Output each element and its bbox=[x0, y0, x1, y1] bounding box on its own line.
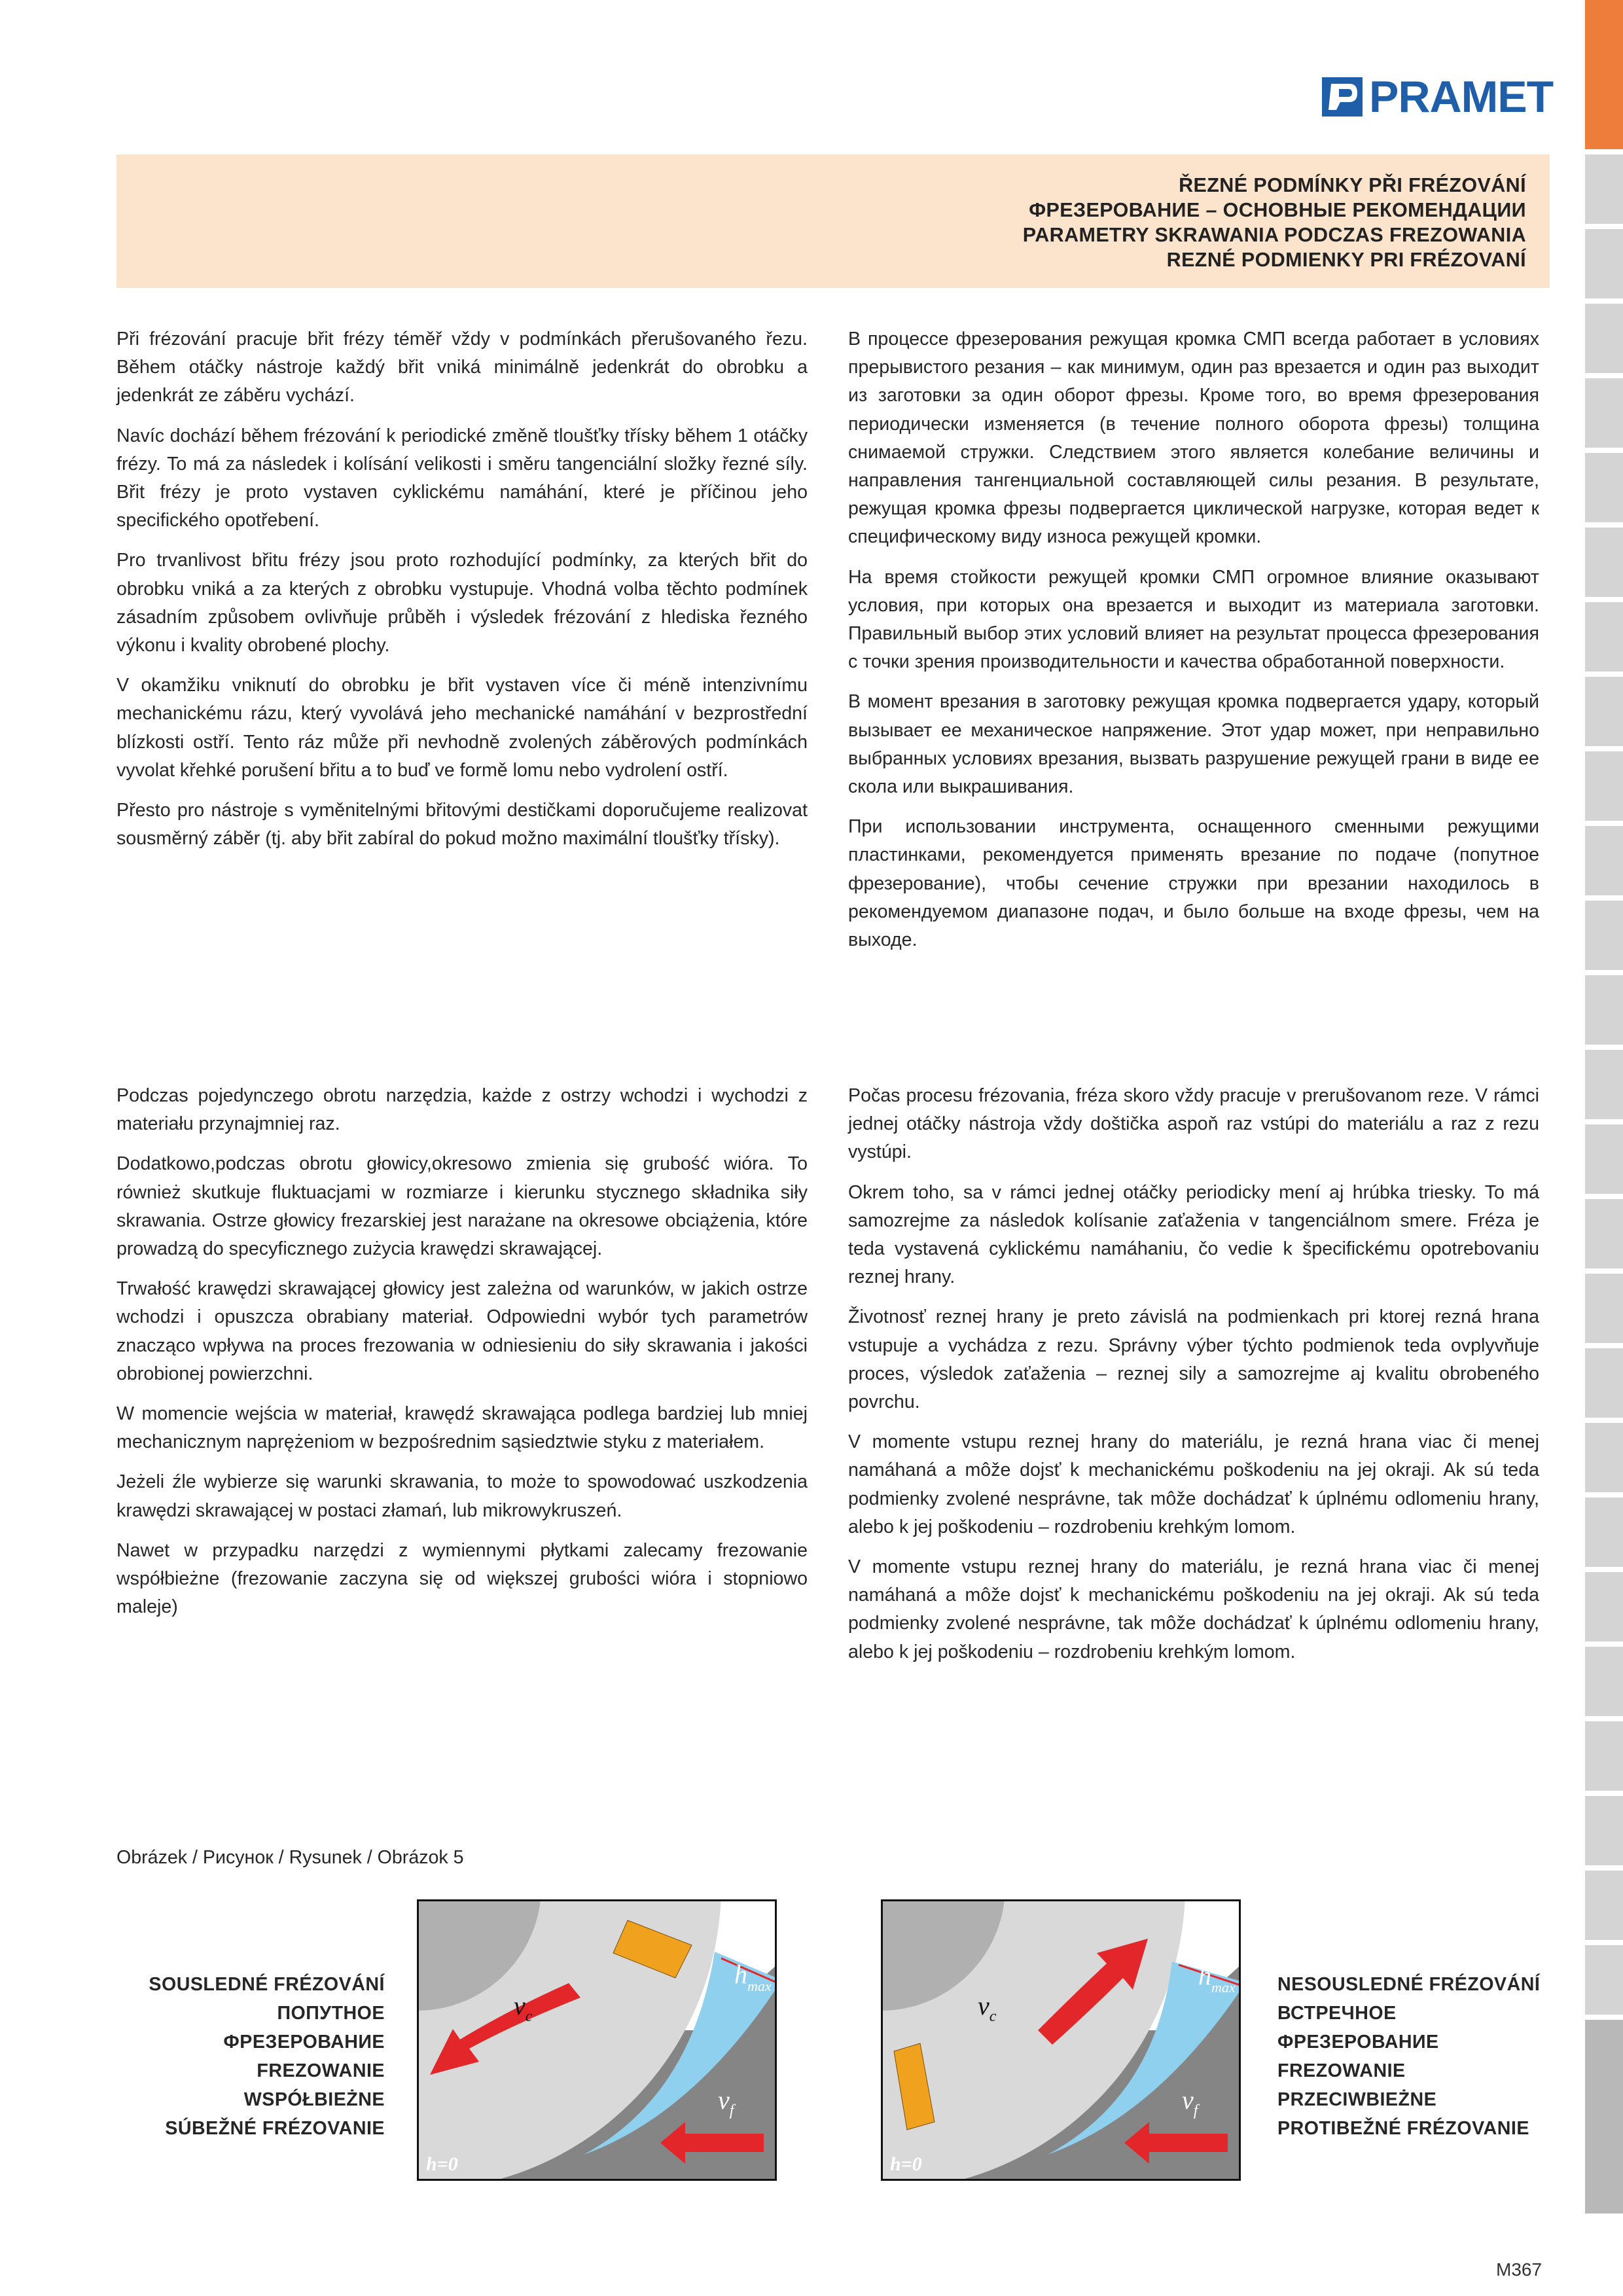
section-tab bbox=[1585, 154, 1623, 226]
paragraph: Pro trvanlivost břitu frézy jsou proto rozhodující podmínky, za kterých břit do obrobku vniká a za kterých z obrobku vystupuje. Vhodná volba těchto podmínek zásadním způsobem ovlivňuje průběh i výsledek frézování z hlediska řezného výkonu i kvality obrobené plochy. bbox=[116, 550, 808, 656]
paragraph: В процессе фрезерования режущая кромка СМП всегда работает в условиях прерывистого резания – как минимум, один раз врезается и один раз выходит из заготовки за один оборот фрезы. Кроме того, во время фрезерования периодически изменяется (в течение полного оборота фрезы) толщина снимаемой стружки. Следствием этого является колебание величины и направления тангенциальной составляющей силы резания. В результате, режущая кромка фрезы подвергается циклической нагрузке, которая ведет к специфическому виду износа режущей кромки. bbox=[848, 329, 1539, 548]
symbol-hmax-subscript: max bbox=[747, 1978, 772, 1994]
paragraph: При использовании инструмента, оснащенного сменными режущими пластинками, рекомендуется применять врезание по подаче (попутное фрезерование), чтобы сечение стружки при врезании находилось в рекомендуемом диапазоне подач, и было больше на входе фрезы, чем на выходе. bbox=[848, 816, 1539, 951]
symbol-vf-subscript: f bbox=[1193, 2102, 1198, 2119]
text-column-polish bbox=[116, 1082, 808, 1633]
header-titles bbox=[1023, 173, 1526, 272]
section-tab bbox=[1585, 1498, 1623, 1570]
brand-logo bbox=[1322, 73, 1553, 120]
paragraph: Podczas pojedynczego obrotu narzędzia, każde z ostrzy wchodzi i wychodzi z materiału przynajmniej raz. bbox=[116, 1085, 808, 1135]
paragraph: Počas procesu frézovania, fréza skoro vždy pracuje v prerušovanom reze. V rámci jednej otáčky nástroja vždy doštička aspoň raz vstúpi do materiálu a raz z rezu vystúpi. bbox=[848, 1085, 1539, 1163]
header-title-sk: REZNÉ PODMIENKY PRI FRÉZOVANÍ bbox=[1166, 249, 1526, 271]
page-number: M367 bbox=[1496, 2259, 1543, 2280]
symbol-h-zero: h=0 bbox=[890, 2153, 922, 2175]
paragraph: Jeżeli źle wybierze się warunki skrawania, to może to spowodować uszkodzenia krawędzi skrawającej w postaci złamań, lub mikrowykruszeń. bbox=[116, 1471, 808, 1521]
section-tab-group bbox=[1585, 2020, 1623, 2216]
figure-caption: Obrázek / Рисунок / Rysunek / Obrázok 5 bbox=[116, 1847, 464, 1868]
section-tab bbox=[1585, 1721, 1623, 1793]
symbol-vf: v bbox=[718, 2085, 730, 2115]
header-title-cz: ŘEZNÉ PODMÍNKY PŘI FRÉZOVÁNÍ bbox=[1179, 174, 1526, 196]
symbol-vc: v bbox=[514, 1991, 526, 2020]
section-tab bbox=[1585, 1796, 1623, 1868]
section-tab bbox=[1585, 1647, 1623, 1719]
paragraph: V okamžiku vniknutí do obrobku je břit vystaven více či méně intenzivnímu mechanickému rázu, který vyvolává jeho mechanické namáhání v bezprostřední blízkosti ostří. Tento ráz může při nevhodně zvolených záběrových podmínkách vyvolat křehké porušení břitu a to buď ve formě lomu nebo vydrolení ostří. bbox=[116, 675, 808, 781]
label-line: NESOUSLEDNÉ FRÉZOVÁNÍ bbox=[1277, 1974, 1541, 1995]
symbol-vc: v bbox=[978, 1991, 990, 2020]
header-band bbox=[116, 154, 1550, 288]
climb-milling-diagram bbox=[417, 1899, 777, 2181]
label-line: ПОПУТНОЕ ФРЕЗЕРОВАНИЕ bbox=[223, 2003, 385, 2053]
section-tab bbox=[1585, 378, 1623, 450]
brand-logo-text: PRAMET bbox=[1369, 72, 1554, 122]
paragraph: Okrem toho, sa v rámci jednej otáčky periodicky mení aj hrúbka triesky. To má samozrejme za následok kolísanie zaťaženia v tangenciálnom smere. Fréza je teda vystavená cyklickému namáhaniu, čo vedie k špecifickému opotrebovaniu reznej hrany. bbox=[848, 1181, 1539, 1288]
conventional-milling-diagram bbox=[881, 1899, 1241, 2181]
label-line: FREZOWANIE WSPÓŁBIEŻNE bbox=[243, 2060, 385, 2110]
paragraph: V momente vstupu reznej hrany do materiálu, je rezná hrana viac či menej namáhaná a môže dojsť k mechanickému poškodeniu na jej okraji. Ak sú teda podmienky zvolené nesprávne, tak môže dochádzať k úplnému odlomeniu hrany, alebo k jej poškodeniu – rozdrobeniu krehkým lomom. bbox=[848, 1556, 1539, 1662]
paragraph: На время стойкости режущей кромки СМП огромное влияние оказывают условия, при которых она врезается и выходит из материала заготовки. Правильный выбор этих условий влияет на результат процесса фрезерования с точки зрения производительности и качества обработанной поверхности. bbox=[848, 566, 1539, 673]
paragraph: В момент врезания в заготовку режущая кромка подвергается удару, который вызывает ее механическое напряжение. Этот удар может, при неправильно выбранных условиях врезания, вызвать разрушение режущей грани в виде ее скола или выкрашивания. bbox=[848, 691, 1539, 798]
section-tab bbox=[1585, 1945, 1623, 2017]
text-column-russian bbox=[848, 325, 1539, 966]
paragraph: Nawet w przypadku narzędzi z wymiennymi płytkami zalecamy frezowanie współbieżne (frezowanie zaczyna się od większej grubości wióra i stopniowo maleje) bbox=[116, 1539, 808, 1618]
text-column-czech bbox=[116, 325, 808, 865]
section-tab bbox=[1585, 528, 1623, 600]
section-tab bbox=[1585, 677, 1623, 749]
section-tab bbox=[1585, 751, 1623, 823]
symbol-h-zero: h=0 bbox=[426, 2153, 458, 2175]
section-tab bbox=[1585, 1871, 1623, 1943]
section-tab bbox=[1585, 826, 1623, 898]
section-tab bbox=[1585, 1348, 1623, 1420]
section-tab bbox=[1585, 229, 1623, 301]
section-tab bbox=[1585, 304, 1623, 376]
climb-milling-labels bbox=[116, 1970, 385, 2143]
paragraph: Životnosť reznej hrany je preto závislá na podmienkach pri ktorej rezná hrana vstupuje a vychádza z rezu. Správny výber týchto podmienok teda ovplyvňuje proces, výsledok zaťaženia – reznej sily a samozrejme aj kvalitu obrobeného povrchu. bbox=[848, 1306, 1539, 1413]
symbol-vf: v bbox=[1182, 2085, 1194, 2115]
label-line: PROTIBEŽNÉ FRÉZOVANIE bbox=[1277, 2118, 1529, 2139]
section-tab bbox=[1585, 1199, 1623, 1271]
section-tab bbox=[1585, 453, 1623, 525]
symbol-hmax: h bbox=[1198, 1961, 1211, 1990]
section-tab-strip bbox=[1585, 0, 1623, 2225]
section-tab bbox=[1585, 1423, 1623, 1495]
paragraph: Navíc dochází během frézování k periodické změně tloušťky třísky během 1 otáčky frézy. To má za následek i kolísání velikosti i směru tangenciální složky řezné síly. Břit frézy je proto vystaven cyklickému namáhání, které je příčinou jeho specifického opotřebení. bbox=[116, 425, 808, 531]
symbol-hmax: h bbox=[734, 1960, 747, 1989]
symbol-vc-subscript: c bbox=[525, 2008, 533, 2025]
label-line: SÚBEŽNÉ FRÉZOVANIE bbox=[165, 2118, 385, 2139]
section-tab bbox=[1585, 901, 1623, 973]
symbol-hmax-subscript: max bbox=[1211, 1979, 1236, 1996]
section-tab bbox=[1585, 1050, 1623, 1122]
section-tab bbox=[1585, 1572, 1623, 1644]
pramet-logo-icon bbox=[1322, 77, 1363, 117]
section-tab-active bbox=[1585, 0, 1623, 152]
paragraph: Trwałość krawędzi skrawającej głowicy jest zależna od warunków, w jakich ostrze wchodzi i opuszcza obrabiany materiał. Odpowiedni wybór tych parametrów znacząco wpływa na proces frezowania w odniesieniu do siły skrawania i jakości obrobionej powierzchni. bbox=[116, 1278, 808, 1384]
text-column-slovak bbox=[848, 1082, 1539, 1678]
paragraph: Přesto pro nástroje s vyměnitelnými břitovými destičkami doporučujeme realizovat sousměrný záběr (tj. aby břit zabíral do pokud možno maximální tloušťky třísky). bbox=[116, 800, 808, 850]
symbol-vf-subscript: f bbox=[729, 2102, 734, 2119]
paragraph: V momente vstupu reznej hrany do materiálu, je rezná hrana viac či menej namáhaná a môže dojsť k mechanickému poškodeniu na jej okraji. Ak sú teda podmienky zvolené nesprávne, tak môže dochádzať k úplnému odlomeniu hrany, alebo k jej poškodeniu – rozdrobeniu krehkým lomom. bbox=[848, 1431, 1539, 1537]
header-title-ru: ФРЕЗЕРОВАНИЕ – ОСНОВНЫЕ РЕКОМЕНДАЦИИ bbox=[1029, 199, 1526, 221]
section-tab bbox=[1585, 602, 1623, 674]
symbol-vc-subscript: c bbox=[989, 2008, 997, 2025]
header-title-pl: PARAMETRY SKRAWANIA PODCZAS FREZOWANIA bbox=[1022, 224, 1526, 246]
label-line: FREZOWANIE PRZECIWBIEŻNE bbox=[1277, 2060, 1437, 2110]
label-line: ВСТРЕЧНОЕ ФРЕЗЕРОВАНИЕ bbox=[1277, 2003, 1439, 2053]
section-tab bbox=[1585, 1274, 1623, 1346]
section-tab bbox=[1585, 975, 1623, 1047]
section-tab bbox=[1585, 1124, 1623, 1196]
conventional-milling-labels bbox=[1277, 1970, 1552, 2143]
paragraph: Dodatkowo,podczas obrotu głowicy,okresowo zmienia się grubość wióra. To również skutkuje fluktuacjami w rozmiarze i kierunku stycznego składnika siły skrawania. Ostrze głowicy frezarskiej jest narażane na okresowe obciążenia, które prowadzą do specyficznego zużycia krawędzi skrawającej. bbox=[116, 1153, 808, 1260]
label-line: SOUSLEDNÉ FRÉZOVÁNÍ bbox=[149, 1974, 385, 1995]
paragraph: Při frézování pracuje břit frézy téměř vždy v podmínkách přerušovaného řezu. Během otáčky nástroje každý břit vniká minimálně jedenkrát do obrobku a jedenkrát ze záběru vychází. bbox=[116, 329, 808, 406]
paragraph: W momencie wejścia w materiał, krawędź skrawająca podlega bardziej lub mniej mechanicznym naprężeniom w bezpośrednim sąsiedztwie styku z materiałem. bbox=[116, 1403, 808, 1453]
